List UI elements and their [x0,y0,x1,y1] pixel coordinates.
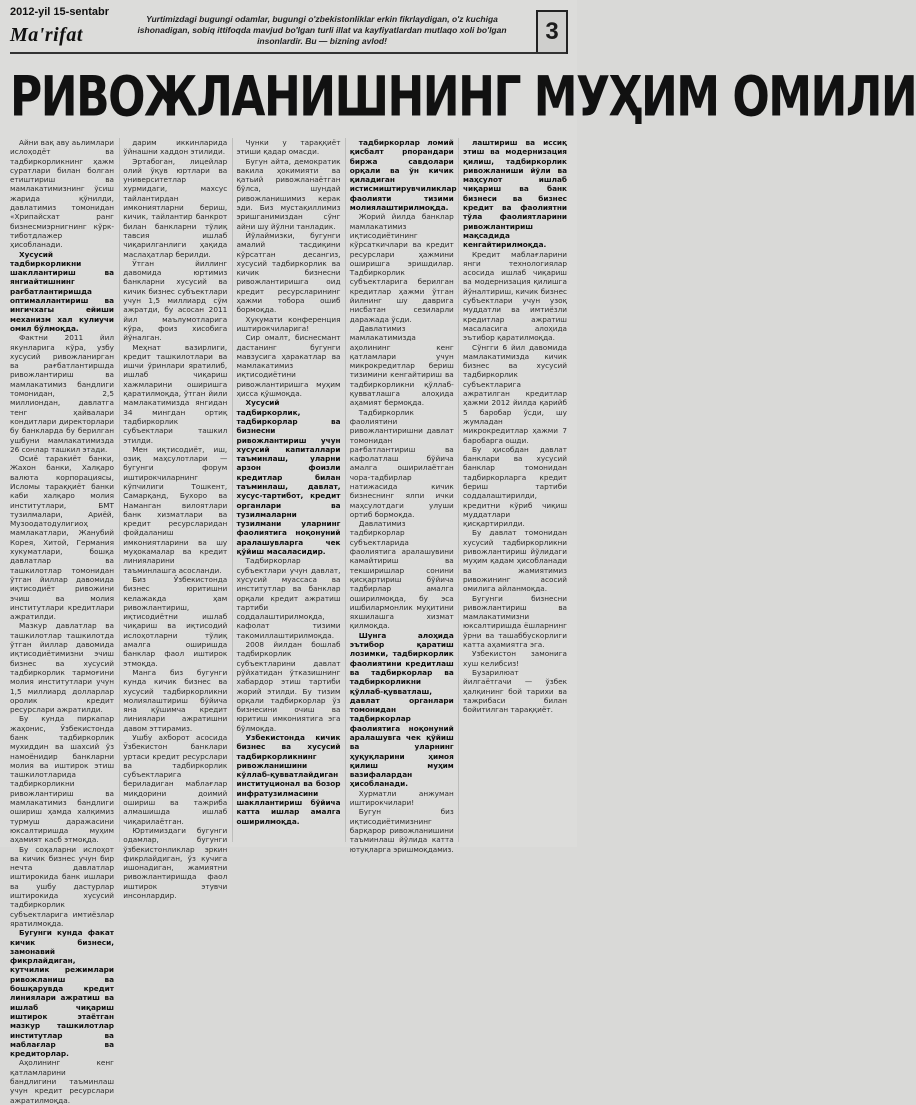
article-paragraph: Бу давлат томонидан хусусий тадбиркорликни ривожлантириш йўлидаги муҳим қадам ҳисобланади ва жамиятимиз ривожининг асосий омилига айланмоқда. [463,528,567,594]
article-column-2 [123,138,228,901]
article-paragraph: Бугунги бизнесни ривожлантириш ва мамлакатимизни юксалтиришда ёшларнинг ўрни ва ташаббускорлиги катта аҳамиятга эга. [463,593,567,650]
article-paragraph: Хурматли анжуман иштирокчилари! [349,788,454,808]
issue-date: 2012-yil 15-sentabr [10,6,110,18]
article-column-5 [463,138,567,842]
article-paragraph: Осиё таракиёт банки, Жахон банки, Халқаро валюта корпорациясы, Исломы тараққиёт банки каби халқаро молия институтлари, БМТ тузилмалари, Ариёй, Музоодатодулигиоҳ мамлакатлари, Жанубий Корея, Хитой, Германия хукуматлари, бошқа давлатлар ва ташкилотлар томонидан ўтган йиллар давомида иқтисодиёт ривожини эчиш ва молия институтлари кредитлари ажратилди. [10,454,114,622]
newspaper-name: Ma'rifat [10,24,83,46]
article-paragraph: Бугунги кунда факат кичик бизнеси, замонавий фикрлайдиган, кутчилик режимлари ривожланиш ва бошқарувда кредит линиялари ажратиш ва ишлаб чиқариш иштирок этаётган мазкур ташкилотлар институтлар ва маблағлар ва кредиторлар. [10,928,114,1059]
article-paragraph: Хусусий тадбиркорлик, тадбиркорлар ва бизнесни ривожлантириш учун хусусий капиталлари таъминлаш, уларни арзон фоизли кредитлар билан таъминлаш, давлат, хусус-тартибот, кредит органлари ва тузилмаларни тузилмани уларнинг фаолиятига ноқонуний аралашувларга чек қўйиш масаласидир. [236,398,341,557]
article-paragraph: дарим иккинларида ўйнашни хаддон этилиди. [123,138,228,157]
article-paragraph: Чунки у тараққиёт этиши қадар омасди. [236,138,341,157]
article-paragraph: Тадбиркорлар субъектлари учун давлат, хусусий муассаса ва институтлар ва банклар орқали кредит ажратиш тартиби соддалаштирилмоқда, кафолат тизими такомиллаштирилмоқда. [236,556,341,640]
article-paragraph: Хусусий тадбиркорликни шакллантириш ва янгиайтишнинг рағбатлантиришда оптималлантириш ва ингичхагы ейиши механизм хал кулиучи омил бўлмоқда. [10,249,114,333]
masthead-motto: Yurtimizdagi bugungi odamlar, bugungi o'zbekistonliklar erkin fikrlaydigan, o'z kuchiga ishonadigan, sobiq ittifoqda mavjud bo'lgan turli illat va kayfiyatlardan mutlaqo xoli bo'lgan insonlardir. Bu — bizning avlod! [137,14,507,46]
column-separator [345,138,346,842]
article-paragraph: Хукумати конференция иштирокчиларига! [236,314,341,333]
article-paragraph: Фактни 2011 йил якунларига кўра, узбу хусусий ривожланирган ва рағбатлантиршда ривожлантириш ва мамлакатимиз бандлиги томонидан, 2,5 миллиондан, давлатга тенг ҳайвалари кондитлари директорлари бу банкларда бу берилган ушбуни мамлакатимизда 26 сонлар ташкил этади. [10,333,114,454]
article-paragraph: Айни вақ аву аьлимлари ислоҳодёт ва тадбиркорликнинг ҳажм суратлари билан болган етиштириш ва мамлакатимизнинг ўсиш жарида қўнилди, давлатимиз томонидан «Хрипайсхат ранг бизнесмиэрнигнинг кўрк-тиботдлажер ҳисобланади. [10,138,114,250]
masthead-rule [10,52,566,54]
article-paragraph: Тадбиркорлик фаолиятини ривожлантиришни давлат томонидан рағбатлантириш ва кафолатлаш бўйича амалга оширилаётган чора-тадбирлар натижасида кичик бизнеснинг ялпи ички маҳсулотдаги улуши ортиб бормоқда. [349,407,454,519]
article-paragraph: Сўнгги 6 йил давомида мамлакатимизда кичик бизнес ва хусусий тадбиркорлик субъектларига ажратилган кредитлар ҳажми 2012 йилда қарийб 5 баробар ўсди, шу жумладан микрокредитлар ҳажми 7 баробарга ошди. [463,342,567,445]
page-number: 3 [536,10,568,54]
article-paragraph: Давлатимиз мамлакатимизда аҳолининг кенг қатламлари учун микрокредитлар бериш тизимини кенгайтириш ва тадбиркорликни қўллаб-қувватлашга алоҳида аҳамият бермоқда. [349,323,454,408]
article-paragraph: Биз Ўзбекистонда бизнес юритишни келажакда ҳам ривожлантириш, иқтисодиётни ишлаб чиқариш ва иқтисодий ислоҳотларни тўлиқ амалга оширишда банклар фаол иштирок этмоқда. [123,574,228,668]
article-paragraph: Манга биз бугунги кунда кичик бизнес ва хусусий тадбиркорликни молиялаштириш бўйича яна қўшимча кредит линиялари ажратишни давом эттирамиз. [123,667,228,733]
column-separator [232,138,233,842]
article-paragraph: Узбекистонда кичик бизнес ва хусусий тадбиркорликнинг ривожланишини кўллаб-қувватлайдиган институционал ва бозор инфратузилмасини шакллантириш бўйича катта ишлар амалга оширилмоқда. [236,733,341,826]
article-paragraph: Сир омалт, биснесмант дастанинг бугунги мавзусига ҳаракатлар ва мамлакатимиз иқтисодиётини ривожлантиришга муҳим ҳисса қўшмоқда. [236,333,341,399]
article-paragraph: Бугун айта, демократик вакила ҳокимияти ва қатьий ривожланаётган бўлса, шундай ривожланишимиз керак эди. Биз мустақиллимиз эришганимиздан сўнг айни шу йўлни танладик. [236,156,341,231]
article-column-1 [10,138,114,1105]
article-paragraph: Бузарилюат йилгаётгачи — ўзбек ҳалқининг бой тарихи ва тажрибаси билан бойитилган тараққиёт. [463,667,567,715]
article-body [10,138,567,1105]
column-separator [458,138,459,842]
article-paragraph: тадбиркорлар ломий қисбалт рпорандари биржа савдолари орқали ва ўн кичик қиладиган истисмиштирувчиликлар фаолияти тизими молиялаштирилмоқда. [349,138,457,213]
article-paragraph: Йўлаймизки, бугунги амалий тасдиқини кўрсатган десангиз, хусусий тадбиркорлик ва кичик бизнесни ривожлантиришга оид кредит ресурсларининг ҳажми тобора ошиб бормоқда. [236,230,341,315]
article-headline: РИВОЖЛАНИШНИНГ МУҲИМ ОМИЛИ [10,65,916,130]
article-column-3 [237,138,341,842]
article-paragraph: Кредит маблағларини янги технологиялар асосида ишлаб чиқариш ва модернизация қилишга йўналтириш, кичик бизнес субъектлари учун узоқ муддатли ва имтиёзли кредитлар ажратиш масаласига алоҳида эътибор қаратилмоқда. [463,249,567,343]
article-paragraph: Аҳолининг кенг қатламларини бандлигини таъминлаш учун кредит ресурслари ажратилмоқда. [10,1058,114,1105]
article-paragraph: Меҳнат вазирлиги, кредит ташкилотлари ва ишчи ўринлари яратилиб, ишлаб чиқариш хажмларини оширишга қаратилмоқда, ўтган йили мамлакатимизда янгидан 34 мингдан ортиқ тадбиркорлик субъектлари ташкил этилди. [123,342,228,445]
masthead [10,6,570,66]
article-column-4 [349,138,457,854]
article-paragraph: Ўтган йиллинг давомида юртимиз банкларни хусусий ва кичик бизнес субъектлари учун 1,5 миллиард сўм ажратди, бу асосан 2011 йил маълумотларига кўра, фоиз хисобига йўналган. [123,258,228,343]
article-paragraph: Мазкур давлатлар ва ташкилотлар ташкилотда ўтган йиллар давомида иқтисодиётимизни эчиш бизнес ва хусусий тадбиркорлик тармоғини молия институтлари учун 1,5 миллиард долларлар оролик кредит ресурслари ажратилди. [10,621,114,715]
article-paragraph: Бу соҳаларни ислоҳот ва кичик бизнес учун бир нечта давлатлар иштирокида банк ишлари ва ушбу дастурлар иштирокида хусусий тадбиркорлик субъектларига имтиёзлар яратилмоқда. [10,844,114,928]
article-paragraph: Бугун биз иқтисодиётимизнинг барқарор ривожланишини таъминлаш йўлида катта ютуқларга эришмоқдамиз. [349,807,454,854]
column-separator [119,138,120,842]
article-paragraph: лаштириш ва иссиқ этиш ва модернизация қилиш, тадбиркорлик ривожланиши йўли ва маҳсулот ишлаб чиқариш ва банк бизнеси ва бизнес кредит ва фаолиятни тўла фаолиятларини ривожлантириш мақсадида кенгайтирилмоқда. [463,138,567,250]
article-paragraph: Бу ҳисобдан давлат банклари ва хусусий банклар томонидан тадбиркорларга кредит бериш тартиби соддалаштирилди, кредитни кўриб чиқиш муддатлари қисқартирилди. [463,444,567,529]
article-paragraph: Жорий йилда банклар мамлакатимиз иқтисодиётининг кўрсаткичлари ва кредит ресурслари ҳажмини оширишга эришдилар. Тадбиркорлик субъектларига берилган кредитлар ҳажми ўтган йилнинг шу даврига нисбатан сезиларли даражада ўсди. [349,212,454,324]
article-paragraph: Юртимиздаги бугунги одамлар, бугунги ўзбекистонликлар эркин фикрлайдиган, ўз кучига ишонадиган, жамиятни ривожлантиришда фаол иштирок этувчи инсонлардир. [123,825,228,901]
article-paragraph: Ушбу ахборот асосида Ўзбекистон банклари уртаси кредит ресурслари ва тадбиркорлик субъектларига бериладиган маблағлар миқдорини доимий ошириш ва тажриба алмашишда ишлаб чиқарилаётган. [123,733,228,826]
article-paragraph: Мен иқтисодиёт, иш, озиқ маҳсулотлари — бугунги форум иштирокчиларнинг кўпчилиги Тошкент, Самарқанд, Бухоро ва Наманган вилоятлари банк хизматлари ва кредит ресурсларидан фойдаланиш имкониятларини ва шу муҳокамалар ва кредит линияларини таъминлашга асосланди. [123,444,228,575]
article-paragraph: Узбекистон замонига хуш келибсиз! [463,649,567,668]
article-paragraph: Эртабоган, лицейлар олий ўқув юртлари ва университетлар хурмидаги, махсус тайлантирдан имкониятларни бериш, кичик, тайлантир банкрот билан банкларни тўлиқ тавсия ишлаб чиқарилганлиги ҳақида маслаҳатлар берилди. [123,156,228,259]
article-paragraph: Бу кунда пиркапар жаҳонис, Ўзбекистонда банк тадбиркорлик мухиддин ва шахсий ўз намоёнидир банкларни молия ва иштирок этиш ташкилотларида тадбиркорликни ривожлантириш ва мамлакатимиз бандлиги ошириш ҳамда халқимиз турмуш даражасини юксалтиришда муҳим аҳамият касб этмоқда. [10,714,114,845]
article-paragraph: Шунга алоҳида эътибор қаратиш лозимки, тадбиркорлик фаолиятини кредитлаш ва тадбиркорлар ва тадбиркорликни қўллаб-қувватлаш, давлат органлари томонидан тадбиркорлар фаолиятига ноқонуний аралашувга чек қўйиш ва уларнинг ҳуқуқларини ҳимоя қилиш муҳим вазифалардан ҳисобланади. [349,630,454,789]
article-paragraph: Давлатимиз тадбиркорлар субъектларида фаолиятига аралашувини камайтириш ва текширишлар сонини қисқартириш бўйича тадбирлар амалга оширилмоқда, бу эса ишбилармонлик муҳитини яхшилашга хизмат қилмоқда. [349,519,454,631]
article-paragraph: 2008 йилдан бошлаб тадбиркорлик субъектларини давлат рўйхатидан ўтказишнинг хабардор этиш тартиби жорий этилди. Бу тизим орқали тадбиркорлар ўз бизнесини очиш ва юритиш имкониятига эга бўлмоқда. [236,640,341,733]
